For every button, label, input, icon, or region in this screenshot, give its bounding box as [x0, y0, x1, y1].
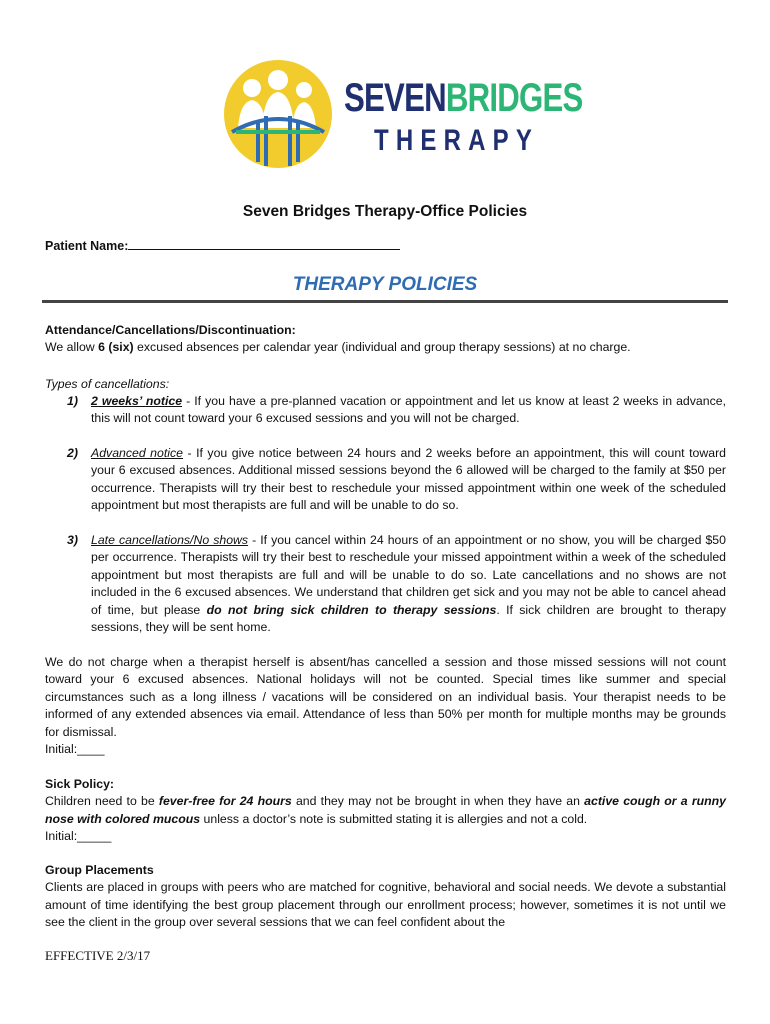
sick-policy-heading: Sick Policy:: [45, 777, 115, 791]
logo-word-seven: SEVEN: [344, 76, 446, 120]
cancellation-term: 2 weeks’ notice: [91, 394, 183, 408]
patient-name-label: Patient Name:: [45, 239, 129, 253]
sick-policy-text: [45, 793, 726, 828]
patient-name-field[interactable]: [128, 238, 400, 250]
attendance-initial-field[interactable]: Initial:____: [45, 742, 105, 757]
sick-text-1: Children need to be: [45, 794, 159, 809]
cancellation-emphasis: do not bring sick children to therapy sessions: [206, 602, 497, 617]
section-title: THERAPY POLICIES: [292, 274, 478, 295]
attendance-heading: Attendance/Cancellations/Discontinuation:: [45, 323, 296, 337]
cancellation-text: - If you give notice between 24 hours and 2 weeks before an appointment, this will count toward your 6 excused absences. Additional missed sessions beyond the 6 allowed will be charged to the family at $50 per occurrence. Therapists will try their best to reschedule your missed appointment within one week of the scheduled appointment but most therapists are full and will be unable to do so.: [91, 446, 727, 513]
cancellation-text: - If you cancel within 24 hours of an appointment or no show, you will be charged $50 per occurrence. Therapists will try their best to reschedule your missed appointment within a week of the scheduled appointment but most therapists are full and will be unable to do so. Late cancellations and no shows are not included in the 6 excused absences. We understand that children get sick and you may not be able to cancel ahead of time, but please: [91, 533, 726, 617]
document-title: Seven Bridges Therapy-Office Policies: [242, 203, 528, 220]
section-divider: [42, 300, 728, 303]
logo-word-therapy: THERAPY: [374, 124, 540, 157]
logo-wordmark: [344, 76, 650, 157]
cancellation-term: Late cancellations/No shows: [91, 533, 249, 547]
list-number: 3): [67, 533, 78, 547]
group-placements-text: Clients are placed in groups with peers who are matched for cognitive, behavioral and social needs. We devote a substantial amount of time identifying the best group placement through our enrollment process; however, sometimes it is not until we see the client in the group over several sessions that we can feel confident about the: [45, 880, 726, 930]
seven-bridges-logo: [222, 58, 583, 170]
attendance-heading-block: [45, 322, 726, 357]
cancellation-text: - If you have a pre-planned vacation or appointment and let us know at least 2 weeks in advance, this will not count toward your 6 excused sessions and you will not be charged.: [91, 394, 726, 426]
cancellation-item-1: [67, 393, 726, 428]
cancellation-item-3: [67, 532, 726, 636]
sick-text-3: unless a doctor’s note is submitted stating it is allergies and not a cold.: [200, 811, 588, 826]
group-placements-block: [45, 862, 726, 932]
logo-word-bridges: BRIDGES: [445, 76, 583, 120]
attendance-intro-post: excused absences per calendar year (individual and group therapy sessions) at no charge.: [133, 340, 631, 355]
sick-text-2: and they may not be brought in when they have an: [291, 794, 585, 809]
attendance-closing: [45, 654, 726, 758]
family-bridge-logo-icon: [222, 58, 334, 170]
sick-emphasis-2: active cough or a runny nose with colored mucous: [45, 794, 726, 826]
sick-initial-field[interactable]: Initial:_____: [45, 829, 112, 844]
group-placements-heading: Group Placements: [45, 863, 154, 877]
sick-policy-block: [45, 776, 726, 846]
logo-name: [344, 78, 583, 118]
attendance-intro-bold: 6 (six): [98, 340, 134, 355]
attendance-intro-pre: We allow: [45, 340, 99, 355]
attendance-intro: [45, 339, 726, 356]
list-number: 1): [67, 394, 78, 408]
cancellation-term: Advanced notice: [91, 446, 184, 460]
list-number: 2): [67, 446, 78, 460]
patient-name-row: [45, 238, 400, 253]
attendance-closing-text: We do not charge when a therapist herself is absent/has cancelled a session and those missed sessions will not count toward your 6 excused absences. National holidays will not be counted. Special times like summer and special circumstances such as a long illness / vacations will be considered on an individual basis. Your therapist needs to be informed of any extended absences via email. Attendance of less than 50% per month for multiple months may be grounds for dismissal.: [45, 655, 726, 739]
sick-emphasis-1: fever-free for 24 hours: [158, 794, 292, 809]
cancellation-types-label: Types of cancellations:: [45, 377, 170, 391]
cancellation-item-2: [67, 445, 726, 515]
cancellation-text-end: . If sick children are brought to therapy sessions, they will be sent home.: [91, 602, 727, 635]
effective-date-footer: EFFECTIVE 2/3/17: [45, 948, 151, 963]
